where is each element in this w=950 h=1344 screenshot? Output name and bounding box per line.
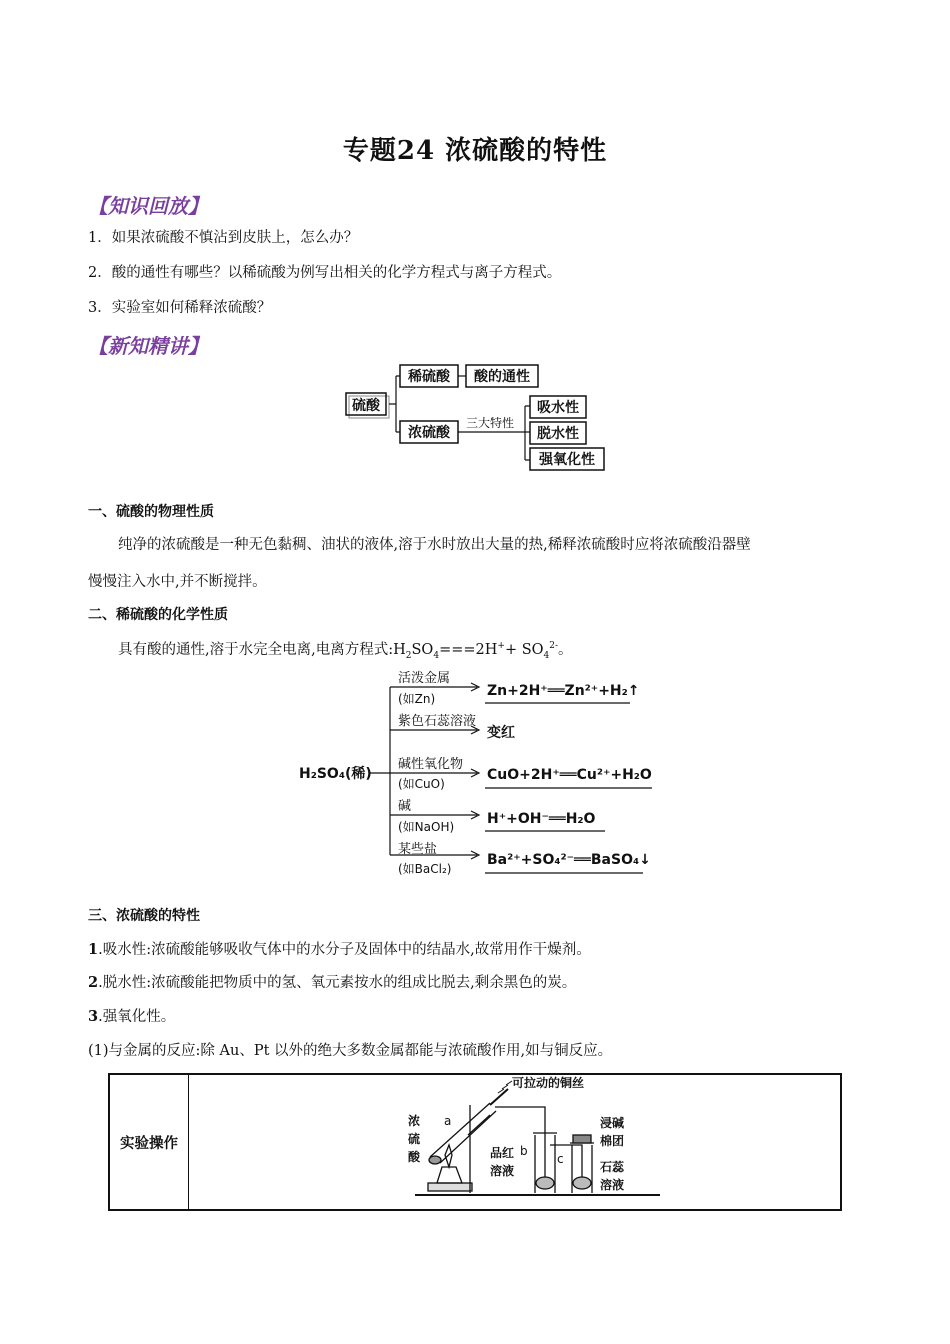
- tree-prop-water-absorption: 吸水性: [537, 400, 579, 416]
- svg-text:(如Zn): (如Zn): [398, 692, 436, 706]
- dilute-acid-reactions-diagram: [295, 665, 665, 885]
- section-1-paragraph-line-2: 慢慢注入水中,并不断搅拌。: [88, 574, 267, 590]
- svg-text:(如BaCl₂): (如BaCl₂): [398, 862, 452, 876]
- svg-text:(如NaOH): (如NaOH): [398, 820, 455, 834]
- svg-text:碱: 碱: [398, 799, 412, 814]
- svg-text:石蕊: 石蕊: [600, 1160, 625, 1174]
- copper-wire-label: 可拉动的铜丝: [512, 1076, 585, 1090]
- svg-text:H⁺+OH⁻══H₂O: H⁺+OH⁻══H₂O: [487, 811, 596, 827]
- tree-dilute: 稀硫酸: [408, 369, 450, 385]
- table-label-experiment-operation: 实验操作: [110, 1075, 189, 1209]
- svg-text:酸: 酸: [408, 1150, 421, 1164]
- diagram2-root: H₂SO₄(稀): [299, 766, 372, 782]
- svg-text:(如CuO): (如CuO): [398, 777, 445, 791]
- sulfuric-acid-concept-tree: [340, 360, 610, 475]
- svg-text:b: b: [520, 1144, 528, 1158]
- ionization-intro: 具有酸的通性,溶于水完全电离,电离方程式:: [118, 642, 394, 658]
- section-3-heading: 三、浓硫酸的特性: [88, 908, 200, 924]
- svg-text:品红: 品红: [490, 1146, 515, 1160]
- svg-text:某些盐: 某些盐: [398, 842, 438, 857]
- property-1-line: 1.吸水性:浓硫酸能够吸收气体中的水分子及固体中的结晶水,故常用作干燥剂。: [88, 941, 591, 958]
- svg-text:溶液: 溶液: [600, 1178, 625, 1192]
- svg-text:浓: 浓: [408, 1114, 421, 1128]
- page-title: 专题24 浓硫酸的特性: [342, 136, 608, 166]
- ionization-equation-line: 具有酸的通性,溶于水完全电离,电离方程式$:H_2SO_4===2H^++ SO_4^{2-}$。: [118, 641, 573, 661]
- section-2-heading: 二、稀硫酸的化学性质: [88, 607, 228, 623]
- lecture-heading: 【新知精讲】: [88, 334, 208, 358]
- review-question-1: 1．如果浓硫酸不慎沾到皮肤上，怎么办？: [88, 230, 359, 246]
- section-1-heading: 一、硫酸的物理性质: [88, 504, 214, 520]
- svg-text:浸碱: 浸碱: [600, 1116, 625, 1130]
- review-question-3: 3．实验室如何稀释浓硫酸？: [88, 300, 272, 316]
- svg-text:硫: 硫: [408, 1132, 421, 1146]
- review-question-2: 2．酸的通性有哪些？以稀硫酸为例写出相关的化学方程式与离子方程式。: [88, 265, 562, 281]
- svg-text:CuO+2H⁺══Cu²⁺+H₂O: CuO+2H⁺══Cu²⁺+H₂O: [487, 767, 652, 783]
- svg-text:变红: 变红: [487, 725, 515, 741]
- svg-text:紫色石蕊溶液: 紫色石蕊溶液: [398, 714, 477, 729]
- tree-root: 硫酸: [352, 398, 380, 414]
- svg-text:Ba²⁺+SO₄²⁻══BaSO₄↓: Ba²⁺+SO₄²⁻══BaSO₄↓: [487, 852, 651, 868]
- property-3-line: 3.强氧化性。: [88, 1008, 176, 1025]
- experiment-table: [108, 1073, 842, 1211]
- svg-text:活泼金属: 活泼金属: [398, 671, 451, 686]
- tree-dilute-property: 酸的通性: [474, 369, 530, 385]
- tree-concentrated: 浓硫酸: [408, 425, 450, 441]
- property-2-line: 2.脱水性:浓硫酸能把物质中的氢、氧元素按水的组成比脱去,剩余黑色的炭。: [88, 974, 577, 991]
- tree-three-properties: 三大特性: [465, 416, 515, 430]
- svg-text:Zn+2H⁺══Zn²⁺+H₂↑: Zn+2H⁺══Zn²⁺+H₂↑: [487, 683, 640, 699]
- svg-text:a: a: [444, 1114, 452, 1128]
- svg-text:棉团: 棉团: [600, 1134, 625, 1148]
- svg-text:碱性氧化物: 碱性氧化物: [398, 757, 464, 772]
- tree-prop-dehydration: 脱水性: [537, 426, 579, 442]
- section-1-paragraph-line-1: 纯净的浓硫酸是一种无色黏稠、油状的液体,溶于水时放出大量的热,稀释浓硫酸时应将浓硫酸沿器壁: [118, 537, 751, 553]
- svg-text:溶液: 溶液: [490, 1164, 515, 1178]
- metal-reaction-line: (1)与金属的反应:除 Au、Pt 以外的绝大多数金属都能与浓硫酸作用,如与铜反应。: [88, 1043, 613, 1059]
- review-heading: 【知识回放】: [88, 194, 208, 218]
- svg-text:c: c: [557, 1152, 564, 1166]
- copper-acid-apparatus-diagram: [190, 1075, 840, 1209]
- tree-prop-oxidation: 强氧化性: [539, 452, 595, 468]
